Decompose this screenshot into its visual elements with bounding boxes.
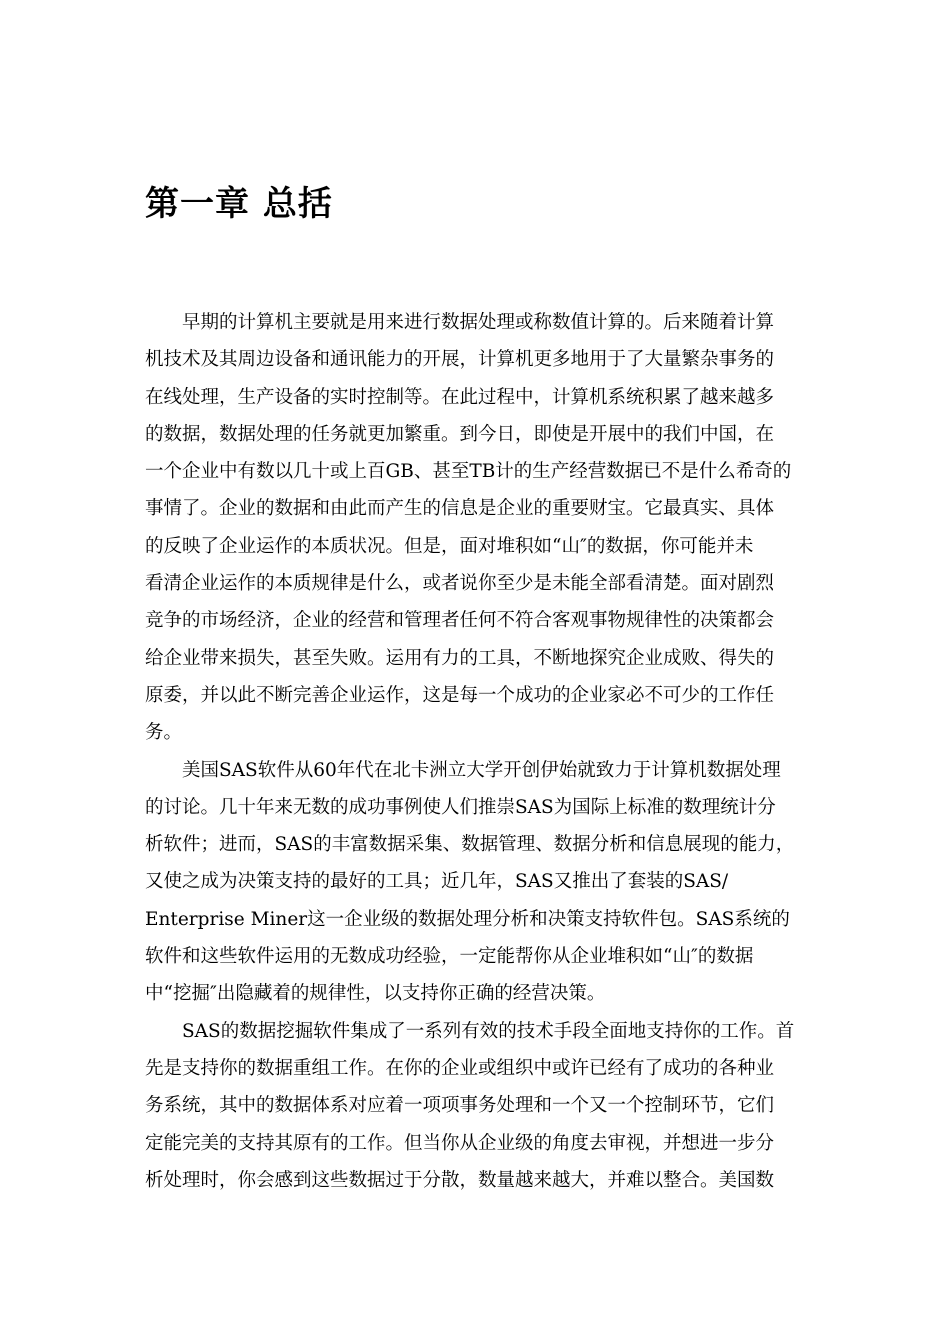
- paragraph-3: SAS的数据挖掘软件集成了一系列有效的技术手段全面地支持你的工作。首 先是支持你的数据重组工作。在你的企业或组织中或许已经有了成功的各种业 务系统，其中的数据体系对应着一项项事务处理和一个又一个控制环节，它们 定能完美的支持其原有的工作。但当你从企业级的角度去审视，并想进一步分 析处理时，你会感到这些数据过于分散，数量越来越大，并难以整合。美国数: [145, 1020, 795, 1191]
- body-text: [145, 304, 810, 1199]
- paragraph-1: 早期的计算机主要就是用来进行数据处理或称数值计算的。后来随着计算 机技术及其周边设备和通讯能力的开展，计算机更多地用于了大量繁杂事务的 在线处理，生产设备的实时控制等。在此过程中，计算机系统积累了越来越多 的数据，数据处理的任务就更加繁重。到今日，即使是开展中的我们中国，在 一个企业中有数以几十或上百GB、甚至TB计的生产经营数据已不是什么希奇的 事情了。企业的数据和由此而产生的信息是企业的重要财宝。它最真实、具体 的反映了企业运作的本质状况。但是，面对堆积如“山″的数据，你可能并未 看清企业运作的本质规律是什么，或者说你至少是未能全部看清楚。面对剧烈 竞争的市场经济，企业的经营和管理者任何不符合客观事物规律性的决策都会 给企业带来损失，甚至失败。运用有力的工具，不断地探究企业成败、得失的 原委，并以此不断完善企业运作，这是每一个成功的企业家必不可少的工作任 务。: [145, 312, 792, 744]
- paragraph-2: 美国SAS软件从60年代在北卡洲立大学开创伊始就致力于计算机数据处理 的讨论。几十年来无数的成功事例使人们推崇SAS为国际上标准的数理统计分 析软件；进而，SAS的丰富数据采集、数据管理、数据分析和信息展现的能力， 又使之成为决策支持的最好的工具；近几年，SAS又推出了套装的SAS/ Enterprise Miner这一企业级的数据处理分析和决策支持软件包。SAS系统的 软件和这些软件运用的无数成功经验，一定能帮你从企业堆积如“山″的数据 中“挖掘″出隐藏着的规律性，以支持你正确的经营决策。: [145, 759, 795, 1005]
- chapter-title: 第一章 总括: [145, 184, 333, 224]
